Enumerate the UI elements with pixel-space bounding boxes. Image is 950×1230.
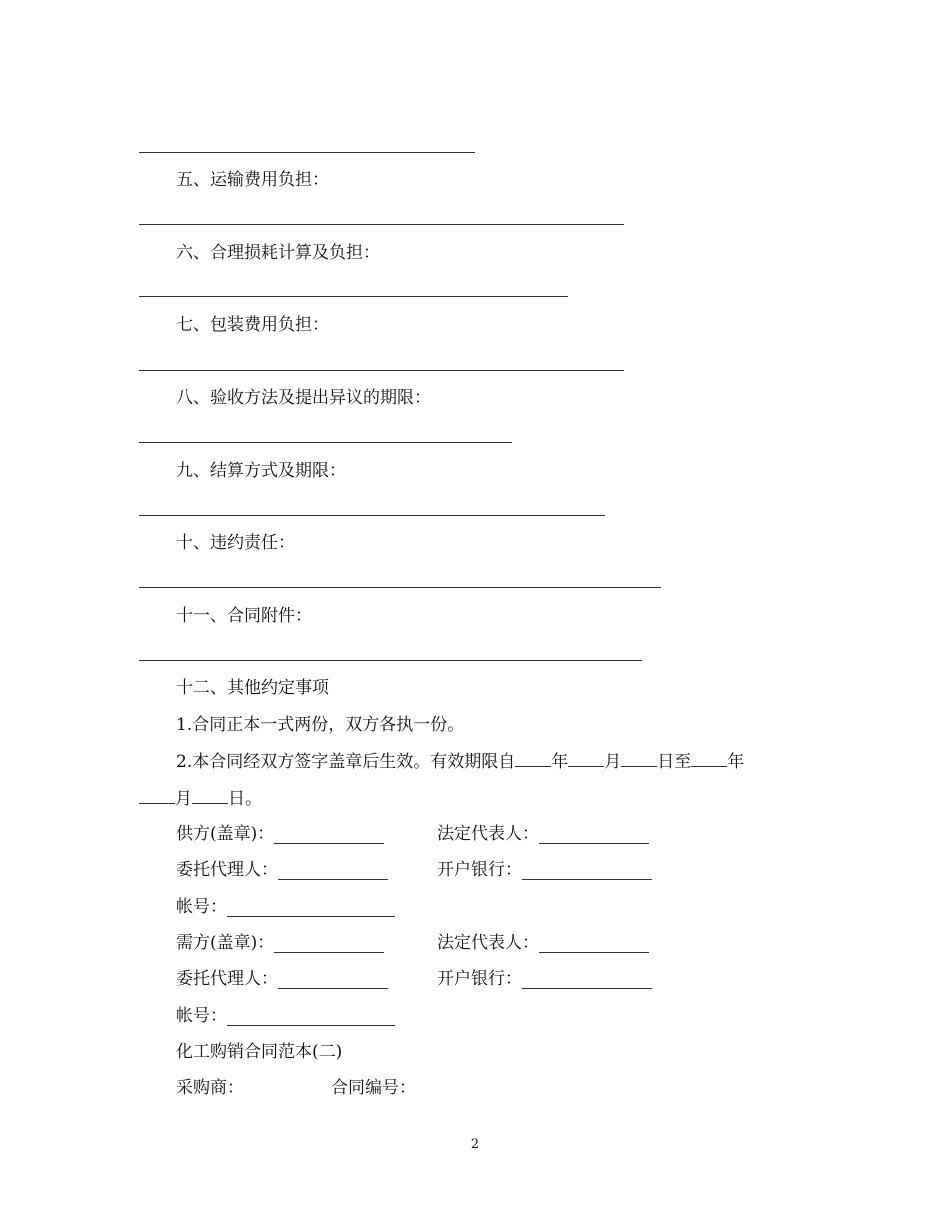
supplier-agent-label: 委托代理人： xyxy=(176,860,278,880)
clause-9: 九、结算方式及期限： xyxy=(176,461,346,481)
month-label: 月 xyxy=(604,752,622,772)
supplier-legal-rep-field xyxy=(437,824,649,844)
buyer-bank-line xyxy=(522,972,652,989)
supplier-seal-line xyxy=(274,827,384,844)
day-to-label: 日至 xyxy=(657,752,692,772)
supplier-account-label: 帐号： xyxy=(176,897,227,917)
buyer-legal-rep-line xyxy=(539,936,649,953)
supplier-bank-field xyxy=(437,860,652,880)
clause-5: 五、运输费用负担： xyxy=(176,170,329,190)
supplier-legal-rep-line xyxy=(539,827,649,844)
month-blank xyxy=(568,751,604,767)
supplier-agent-line xyxy=(278,863,388,880)
buyer-seal-line xyxy=(274,936,384,953)
buyer-bank-label: 开户银行： xyxy=(437,969,522,989)
year-blank xyxy=(515,751,551,767)
supplier-seal-label: 供方(盖章)： xyxy=(176,824,275,844)
supplier-agent-field xyxy=(176,860,388,880)
buyer-account-line xyxy=(227,1009,395,1026)
end-day-label: 日。 xyxy=(228,789,262,809)
supplier-account-field xyxy=(176,897,395,917)
supplier-bank-line xyxy=(522,863,652,880)
item-1: 1.合同正本一式两份，双方各执一份。 xyxy=(176,715,465,735)
buyer-legal-rep-label: 法定代表人： xyxy=(437,933,539,953)
supplier-account-line xyxy=(227,900,395,917)
buyer-account-field xyxy=(176,1006,395,1026)
contract-number-label: 合同编号： xyxy=(331,1078,416,1098)
blank-line-clause-6 xyxy=(139,296,568,297)
buyer-agent-line xyxy=(278,972,388,989)
end-day-blank xyxy=(192,788,228,804)
buyer-agent-field xyxy=(176,969,388,989)
blank-line-clause-9 xyxy=(139,515,605,516)
buyer-legal-rep-field xyxy=(437,933,649,953)
item-2-continued xyxy=(139,788,262,809)
buyer-bank-field xyxy=(437,969,652,989)
item-2-text: 2.本合同经双方签字盖章后生效。有效期限自 xyxy=(176,752,516,772)
supplier-legal-rep-label: 法定代表人： xyxy=(437,824,539,844)
clause-6: 六、合理损耗计算及负担： xyxy=(176,243,380,263)
supplier-seal-field xyxy=(176,824,384,844)
blank-line-clause-5 xyxy=(139,224,624,225)
blank-line-clause-11 xyxy=(139,660,642,661)
end-year-blank xyxy=(691,751,727,767)
clause-10: 十、违约责任： xyxy=(176,533,295,553)
buyer-seal-field xyxy=(176,933,384,953)
clause-11: 十一、合同附件： xyxy=(176,606,312,626)
supplier-bank-label: 开户银行： xyxy=(437,860,522,880)
page-number: 2 xyxy=(470,1137,480,1152)
end-month-blank xyxy=(139,788,175,804)
purchaser-label: 采购商： xyxy=(176,1078,244,1098)
second-contract-title: 化工购销合同范本(二) xyxy=(176,1042,343,1062)
clause-8: 八、验收方法及提出异议的期限： xyxy=(176,388,431,408)
buyer-account-label: 帐号： xyxy=(176,1006,227,1026)
item-2 xyxy=(176,751,744,772)
buyer-seal-label: 需方(盖章)： xyxy=(176,933,275,953)
buyer-agent-label: 委托代理人： xyxy=(176,969,278,989)
blank-line-clause-10 xyxy=(139,587,661,588)
end-year-label: 年 xyxy=(727,752,745,772)
blank-line-clause-4 xyxy=(139,152,475,153)
clause-7: 七、包装费用负担： xyxy=(176,315,329,335)
blank-line-clause-7 xyxy=(139,370,624,371)
clause-12: 十二、其他约定事项 xyxy=(176,678,329,698)
blank-line-clause-8 xyxy=(139,442,512,443)
day-blank xyxy=(621,751,657,767)
end-month-label: 月 xyxy=(175,789,192,809)
year-label: 年 xyxy=(551,752,569,772)
